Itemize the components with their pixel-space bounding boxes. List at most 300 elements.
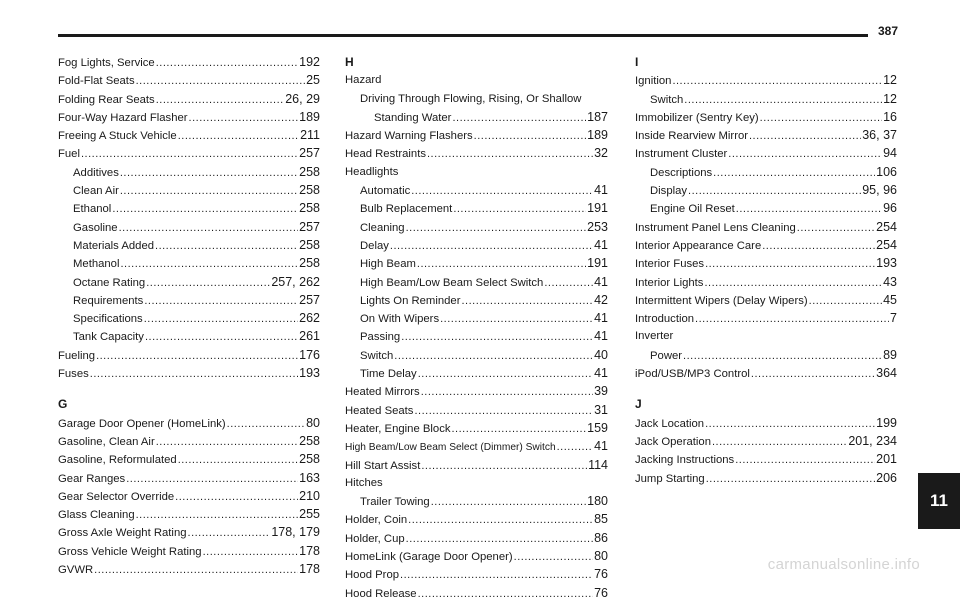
page-reference[interactable]: 262 <box>299 311 320 326</box>
entry-label: Jacking Instructions <box>635 454 735 467</box>
page-reference[interactable]: 76 <box>594 567 608 582</box>
index-subentry <box>58 273 320 291</box>
entry-label: Holder, Coin <box>345 514 408 527</box>
page-reference[interactable]: 211 <box>300 128 320 143</box>
index-subentry <box>345 90 608 108</box>
index-entry <box>635 71 897 89</box>
entry-label: Engine Oil Reset <box>650 203 735 216</box>
page-reference[interactable]: 189 <box>587 128 608 143</box>
page-reference[interactable]: 253 <box>587 219 608 234</box>
leader-dots <box>112 200 298 218</box>
page-reference[interactable]: 180 <box>587 494 608 509</box>
page-reference[interactable]: 86 <box>594 530 608 545</box>
entry-label: Jack Operation <box>635 435 711 448</box>
page-reference[interactable]: 42 <box>594 292 608 307</box>
entry-label: Headlights <box>345 165 399 178</box>
entry-label: Hazard Warning Flashers <box>345 130 473 143</box>
leader-dots <box>81 145 298 163</box>
index-entry <box>345 456 608 474</box>
page-number: 387 <box>878 24 899 38</box>
leader-dots <box>406 219 587 237</box>
leader-dots <box>119 219 299 237</box>
leader-dots <box>126 470 298 488</box>
entry-label: Fold-Flat Seats <box>58 75 135 88</box>
page-reference[interactable]: 193 <box>299 366 320 381</box>
entry-label: Head Restraints <box>345 148 426 161</box>
index-entry <box>345 419 608 437</box>
entry-label: Holder, Cup <box>345 532 405 545</box>
index-entry <box>635 236 897 254</box>
index-subentry <box>58 291 320 309</box>
entry-label: Delay <box>360 239 389 252</box>
page-reference[interactable]: 257 <box>299 292 320 307</box>
entry-label: High Beam <box>360 258 416 271</box>
entry-label: Interior Lights <box>635 276 704 289</box>
watermark: carmanualsonline.info <box>767 556 920 573</box>
index-subentry <box>58 181 320 199</box>
index-entry <box>345 144 608 162</box>
entry-label: Switch <box>650 93 684 106</box>
page-reference[interactable]: 364 <box>876 366 897 381</box>
leader-dots <box>408 511 593 529</box>
page-reference[interactable]: 41 <box>594 311 608 326</box>
index-entry <box>635 327 897 345</box>
index-entry <box>635 144 897 162</box>
page-reference[interactable]: 258 <box>299 256 320 271</box>
page-reference[interactable]: 176 <box>299 347 320 362</box>
page-reference[interactable]: 187 <box>587 109 608 124</box>
index-subentry <box>345 273 608 291</box>
leader-dots <box>713 164 875 182</box>
section-heading: G <box>58 397 68 412</box>
entry-label: Jack Location <box>635 417 705 430</box>
leader-dots <box>120 164 298 182</box>
index-entry <box>345 71 608 89</box>
leader-dots <box>146 274 270 292</box>
entry-label: Materials Added <box>73 239 155 252</box>
page-reference[interactable]: 191 <box>587 256 608 271</box>
index-subentry <box>635 346 897 364</box>
leader-dots <box>175 488 298 506</box>
leader-dots <box>705 255 875 273</box>
page-reference[interactable]: 95, 96 <box>862 183 897 198</box>
index-entry <box>58 90 320 108</box>
leader-dots <box>736 200 882 218</box>
leader-dots <box>762 237 875 255</box>
section-gap <box>58 382 320 395</box>
leader-dots <box>120 255 298 273</box>
entry-label: Requirements <box>73 294 144 307</box>
index-entry <box>58 364 320 382</box>
leader-dots <box>411 182 593 200</box>
page-reference[interactable]: 25 <box>306 73 320 88</box>
leader-dots <box>712 433 847 451</box>
entry-label: Descriptions <box>650 166 713 179</box>
entry-label: Immobilizer (Sentry Key) <box>635 111 759 124</box>
leader-dots <box>749 127 861 145</box>
leader-dots <box>557 438 593 456</box>
index-subentry <box>345 181 608 199</box>
page-reference[interactable]: 178 <box>299 543 320 558</box>
page-reference[interactable]: 192 <box>299 55 320 69</box>
entry-label: Standing Water <box>374 111 452 124</box>
entry-label: Hazard <box>345 74 382 87</box>
page-reference[interactable]: 12 <box>883 73 897 88</box>
page-reference[interactable]: 26, 29 <box>285 91 320 106</box>
leader-dots <box>728 145 882 163</box>
page-reference[interactable]: 261 <box>299 329 320 344</box>
entry-label: Inside Rearview Mirror <box>635 130 748 143</box>
index-subentry <box>345 346 608 364</box>
page-reference[interactable]: 12 <box>883 91 897 106</box>
page-reference[interactable]: 191 <box>587 201 608 216</box>
entry-label: Hill Start Assist <box>345 459 421 472</box>
entry-label: Power <box>650 349 683 362</box>
leader-dots <box>390 237 593 255</box>
page-reference[interactable]: 16 <box>883 109 897 124</box>
index-entry <box>58 53 320 71</box>
entry-label: Bulb Replacement <box>360 203 453 216</box>
leader-dots <box>227 415 305 433</box>
page-reference[interactable]: 76 <box>594 585 608 600</box>
entry-label: Freeing A Stuck Vehicle <box>58 130 177 143</box>
entry-label: Heater, Engine Block <box>345 422 451 435</box>
entry-label: Tank Capacity <box>73 331 144 344</box>
leader-dots <box>688 182 861 200</box>
index-entry <box>345 382 608 400</box>
page-reference[interactable]: 254 <box>876 219 897 234</box>
entry-label: Introduction <box>635 313 695 326</box>
entry-label: Automatic <box>360 185 411 198</box>
index-entry <box>345 163 608 181</box>
page-reference[interactable]: 159 <box>587 420 608 435</box>
index-entry <box>635 450 897 468</box>
leader-dots <box>453 200 586 218</box>
leader-dots <box>96 347 298 365</box>
index-entry <box>58 469 320 487</box>
index-entry <box>58 487 320 505</box>
entry-label: High Beam/Low Beam Select Switch <box>360 276 544 289</box>
page-reference[interactable]: 193 <box>876 256 897 271</box>
index-entry <box>345 529 608 547</box>
entry-label: Heated Mirrors <box>345 386 420 399</box>
index-entry <box>58 505 320 523</box>
leader-dots <box>406 530 593 548</box>
index-column-3 <box>635 53 897 487</box>
index-subentry <box>345 199 608 217</box>
entry-label: On With Wipers <box>360 313 440 326</box>
entry-label: Cleaning <box>360 221 405 234</box>
page-reference[interactable]: 257 <box>299 219 320 234</box>
page-reference[interactable]: 94 <box>883 146 897 161</box>
index-entry <box>635 309 897 327</box>
index-subentry <box>58 163 320 181</box>
index-entry <box>58 144 320 162</box>
leader-dots <box>203 543 299 561</box>
leader-dots <box>705 415 875 433</box>
index-subentry <box>58 327 320 345</box>
entry-label: GVWR <box>58 564 94 577</box>
index-column-2 <box>345 53 608 602</box>
index-entry <box>58 560 320 578</box>
entry-label: Folding Rear Seats <box>58 93 155 106</box>
leader-dots <box>452 109 586 127</box>
leader-dots <box>401 328 593 346</box>
index-column-1 <box>58 53 320 578</box>
index-subentry <box>345 236 608 254</box>
page-reference[interactable]: 80 <box>306 415 320 430</box>
leader-dots <box>452 420 587 438</box>
entry-label: Interior Appearance Care <box>635 239 762 252</box>
page-reference[interactable]: 41 <box>594 329 608 344</box>
entry-label: iPod/USB/MP3 Control <box>635 368 750 381</box>
page-reference[interactable]: 41 <box>594 366 608 381</box>
section-heading: H <box>345 55 354 69</box>
page-reference[interactable]: 199 <box>876 415 897 430</box>
entry-label: Gross Axle Weight Rating <box>58 527 187 540</box>
page-reference[interactable]: 41 <box>594 237 608 252</box>
index-entry <box>345 126 608 144</box>
leader-dots <box>189 109 299 127</box>
entry-label: Fuses <box>58 368 89 381</box>
entry-label: Ethanol <box>73 203 112 216</box>
leader-dots <box>421 457 587 475</box>
page-reference[interactable]: 254 <box>876 237 897 252</box>
index-entry <box>635 469 897 487</box>
index-entry <box>345 547 608 565</box>
entry-label: Fuel <box>58 148 80 161</box>
entry-label: Intermittent Wipers (Delay Wipers) <box>635 294 808 307</box>
index-entry <box>58 414 320 432</box>
leader-dots <box>514 548 593 566</box>
leader-dots <box>144 292 298 310</box>
page-reference[interactable]: 40 <box>594 347 608 362</box>
page-reference[interactable]: 206 <box>876 470 897 485</box>
index-subentry <box>345 291 608 309</box>
leader-dots <box>178 127 299 145</box>
index-subentry <box>58 218 320 236</box>
entry-label: Octane Rating <box>73 276 146 289</box>
page-reference[interactable]: 85 <box>594 512 608 527</box>
index-subentry <box>58 309 320 327</box>
leader-dots <box>144 310 298 328</box>
entry-label: Gasoline, Clean Air <box>58 435 155 448</box>
entry-label: Additives <box>73 166 119 179</box>
entry-label: Ignition <box>635 75 672 88</box>
leader-dots <box>684 91 882 109</box>
index-subentry <box>345 492 608 510</box>
leader-dots <box>683 347 882 365</box>
header-rule <box>58 34 868 37</box>
index-subentry <box>345 218 608 236</box>
leader-dots <box>461 292 593 310</box>
leader-dots <box>797 219 875 237</box>
entry-label: Fog Lights, Service <box>58 57 155 69</box>
leader-dots <box>735 451 875 469</box>
page-reference[interactable]: 96 <box>883 201 897 216</box>
index-entry <box>345 474 608 492</box>
page-reference[interactable]: 258 <box>299 164 320 179</box>
page-reference[interactable]: 178 <box>299 562 320 577</box>
page-reference[interactable]: 41 <box>594 274 608 289</box>
page-reference[interactable]: 39 <box>594 384 608 399</box>
index-subentry <box>635 199 897 217</box>
leader-dots <box>188 524 271 542</box>
index-subentry <box>635 90 897 108</box>
leader-dots <box>474 127 586 145</box>
index-subentry <box>635 163 897 181</box>
page-reference[interactable]: 7 <box>890 311 897 326</box>
page-reference[interactable]: 31 <box>594 402 608 417</box>
leader-dots <box>418 365 593 383</box>
leader-dots <box>145 328 298 346</box>
leader-dots <box>421 383 593 401</box>
leader-dots <box>155 237 298 255</box>
index-subentry <box>345 364 608 382</box>
entry-label: Gross Vehicle Weight Rating <box>58 545 202 558</box>
index-entry <box>58 523 320 541</box>
page-reference[interactable]: 106 <box>876 164 897 179</box>
index-entry <box>58 542 320 560</box>
page-reference[interactable]: 257, 262 <box>271 274 320 289</box>
section-heading: I <box>635 55 639 69</box>
entry-label: Display <box>650 185 688 198</box>
entry-label: Gasoline <box>73 221 118 234</box>
entry-label: Hood Prop <box>345 569 400 582</box>
index-entry <box>58 432 320 450</box>
page-reference[interactable]: 41 <box>594 183 608 198</box>
page-reference[interactable]: 258 <box>299 433 320 448</box>
page-reference[interactable]: 80 <box>594 549 608 564</box>
index-subentry <box>635 181 897 199</box>
leader-dots <box>544 274 593 292</box>
leader-dots <box>704 274 882 292</box>
index-entry <box>635 108 897 126</box>
index-entry <box>345 584 608 602</box>
leader-dots <box>156 54 298 72</box>
page-reference[interactable]: 36, 37 <box>862 128 897 143</box>
leader-dots <box>431 493 586 511</box>
leader-dots <box>414 402 593 420</box>
entry-label: Driving Through Flowing, Rising, Or Shallow <box>360 92 582 105</box>
entry-label: Gear Ranges <box>58 472 126 485</box>
page-reference[interactable]: 210 <box>299 488 320 503</box>
leader-dots <box>751 365 875 383</box>
entry-label: Fueling <box>58 349 96 362</box>
leader-dots <box>120 182 298 200</box>
index-entry <box>635 273 897 291</box>
section-heading: J <box>635 397 642 412</box>
page-reference[interactable]: 257 <box>299 146 320 161</box>
index-subentry <box>345 327 608 345</box>
page-reference[interactable]: 114 <box>588 457 608 472</box>
page-reference[interactable]: 258 <box>299 183 320 198</box>
index-subentry <box>58 199 320 217</box>
leader-dots <box>706 470 875 488</box>
index-entry <box>635 126 897 144</box>
entry-label: Inverter <box>635 330 674 343</box>
leader-dots <box>136 72 305 90</box>
page-reference[interactable]: 258 <box>299 237 320 252</box>
index-entry <box>635 218 897 236</box>
entry-label: Hood Release <box>345 587 417 600</box>
leader-dots <box>156 433 298 451</box>
entry-label: Garage Door Opener (HomeLink) <box>58 417 226 430</box>
chapter-tab[interactable] <box>918 473 960 529</box>
leader-dots <box>90 365 298 383</box>
index-subentry <box>58 254 320 272</box>
leader-dots <box>178 451 298 469</box>
leader-dots <box>695 310 889 328</box>
page-reference[interactable]: 32 <box>594 146 608 161</box>
page-reference[interactable]: 189 <box>299 109 320 124</box>
entry-label: Hitches <box>345 476 383 489</box>
page-reference[interactable]: 201 <box>876 452 897 467</box>
leader-dots <box>809 292 882 310</box>
page-reference[interactable]: 43 <box>883 274 897 289</box>
index-entry <box>58 108 320 126</box>
page-reference[interactable]: 163 <box>299 470 320 485</box>
page-reference[interactable]: 89 <box>883 347 897 362</box>
page-reference[interactable]: 178, 179 <box>271 525 320 540</box>
entry-label: Jump Starting <box>635 472 705 485</box>
index-subentry <box>345 254 608 272</box>
page-reference[interactable]: 258 <box>299 452 320 467</box>
leader-dots <box>672 72 882 90</box>
entry-label: Switch <box>360 349 394 362</box>
index-entry <box>345 437 608 455</box>
index-entry <box>635 291 897 309</box>
leader-dots <box>394 347 593 365</box>
entry-label: Interior Fuses <box>635 258 705 271</box>
index-entry <box>58 71 320 89</box>
index-entry <box>635 364 897 382</box>
page-reference[interactable]: 41 <box>594 439 608 454</box>
entry-label: Instrument Panel Lens Cleaning <box>635 221 796 234</box>
index-entry <box>345 510 608 528</box>
index-entry <box>635 254 897 272</box>
leader-dots <box>156 91 285 109</box>
chapter-tab-label: 11 <box>930 491 948 510</box>
index-entry <box>345 401 608 419</box>
index-entry <box>58 346 320 364</box>
entry-label: Clean Air <box>73 185 119 198</box>
page-reference[interactable]: 255 <box>299 507 320 522</box>
leader-dots <box>418 585 594 603</box>
leader-dots <box>94 561 298 579</box>
page-reference[interactable]: 201, 234 <box>848 433 897 448</box>
entry-label: Instrument Cluster <box>635 148 728 161</box>
entry-label: Gear Selector Override <box>58 490 175 503</box>
index-entry <box>635 432 897 450</box>
section-gap <box>635 382 897 395</box>
entry-label: Lights On Reminder <box>360 294 461 307</box>
entry-label: Four-Way Hazard Flasher <box>58 111 188 124</box>
index-entry <box>58 450 320 468</box>
index-entry <box>635 414 897 432</box>
page-reference[interactable]: 258 <box>299 201 320 216</box>
entry-label: Methanol <box>73 258 120 271</box>
entry-label: Heated Seats <box>345 404 414 417</box>
page-reference[interactable]: 45 <box>883 292 897 307</box>
entry-label: Gasoline, Reformulated <box>58 454 177 467</box>
leader-dots <box>440 310 593 328</box>
index-subentry <box>345 309 608 327</box>
entry-label: Trailer Towing <box>360 496 430 509</box>
leader-dots <box>417 255 586 273</box>
entry-label: High Beam/Low Beam Select (Dimmer) Switch <box>345 442 556 454</box>
leader-dots <box>760 109 882 127</box>
